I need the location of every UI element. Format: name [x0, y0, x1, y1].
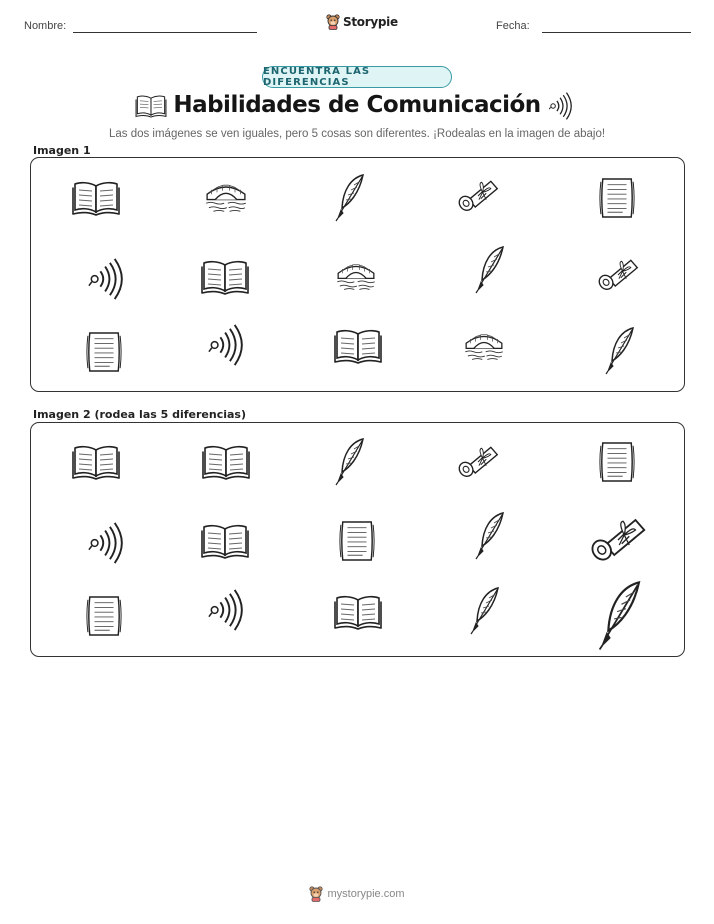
date-field-line[interactable]: [542, 32, 691, 33]
brand-name: Storypie: [343, 15, 398, 29]
bear-mascot-icon: [326, 14, 340, 30]
book-icon: [72, 178, 120, 218]
footer: [0, 886, 714, 902]
name-label: Nombre:: [24, 20, 67, 32]
book-icon[interactable]: [72, 442, 120, 482]
quill-icon[interactable]: [468, 587, 502, 635]
scroll-icon: [456, 177, 500, 215]
book-icon: [201, 257, 249, 297]
name-field-line[interactable]: [73, 32, 257, 33]
bridge-icon: [462, 328, 506, 362]
page-title: Habilidades de Comunicación: [173, 92, 541, 118]
activity-badge: ENCUENTRA LAS DIFERENCIAS: [262, 66, 452, 88]
brand-logo: [326, 14, 398, 30]
book-icon[interactable]: [201, 521, 249, 561]
instructions: Las dos imágenes se ven iguales, pero 5 cosas son diferentes. ¡Rodealas en la imagen de abajo!: [108, 128, 606, 140]
date-label: Fecha:: [496, 20, 530, 32]
sound-icon: [87, 258, 129, 300]
book-icon: [334, 326, 382, 366]
sound-icon: [207, 324, 249, 366]
title-sound-icon: [548, 92, 576, 124]
quill-icon[interactable]: [594, 581, 646, 651]
paper-icon[interactable]: [85, 594, 123, 638]
paper-icon: [85, 330, 123, 374]
footer-url: mystorypie.com: [327, 888, 405, 900]
sound-icon[interactable]: [87, 522, 129, 564]
sound-icon[interactable]: [207, 589, 249, 631]
scroll-icon[interactable]: [588, 514, 648, 566]
quill-icon[interactable]: [333, 438, 367, 486]
quill-icon[interactable]: [473, 512, 507, 560]
scroll-icon: [596, 256, 640, 294]
scroll-icon[interactable]: [456, 443, 500, 481]
quill-icon: [333, 174, 367, 222]
paper-icon: [598, 176, 636, 220]
bear-mascot-icon: [309, 886, 323, 902]
paper-icon[interactable]: [338, 519, 376, 563]
book-icon[interactable]: [334, 592, 382, 632]
bridge-icon: [203, 178, 249, 214]
bridge-icon: [334, 258, 378, 292]
paper-icon[interactable]: [598, 440, 636, 484]
image1-label: Imagen 1: [33, 144, 91, 157]
quill-icon: [473, 246, 507, 294]
image2-label: Imagen 2 (rodea las 5 diferencias): [33, 408, 247, 421]
quill-icon: [603, 327, 637, 375]
book-icon[interactable]: [202, 442, 250, 482]
